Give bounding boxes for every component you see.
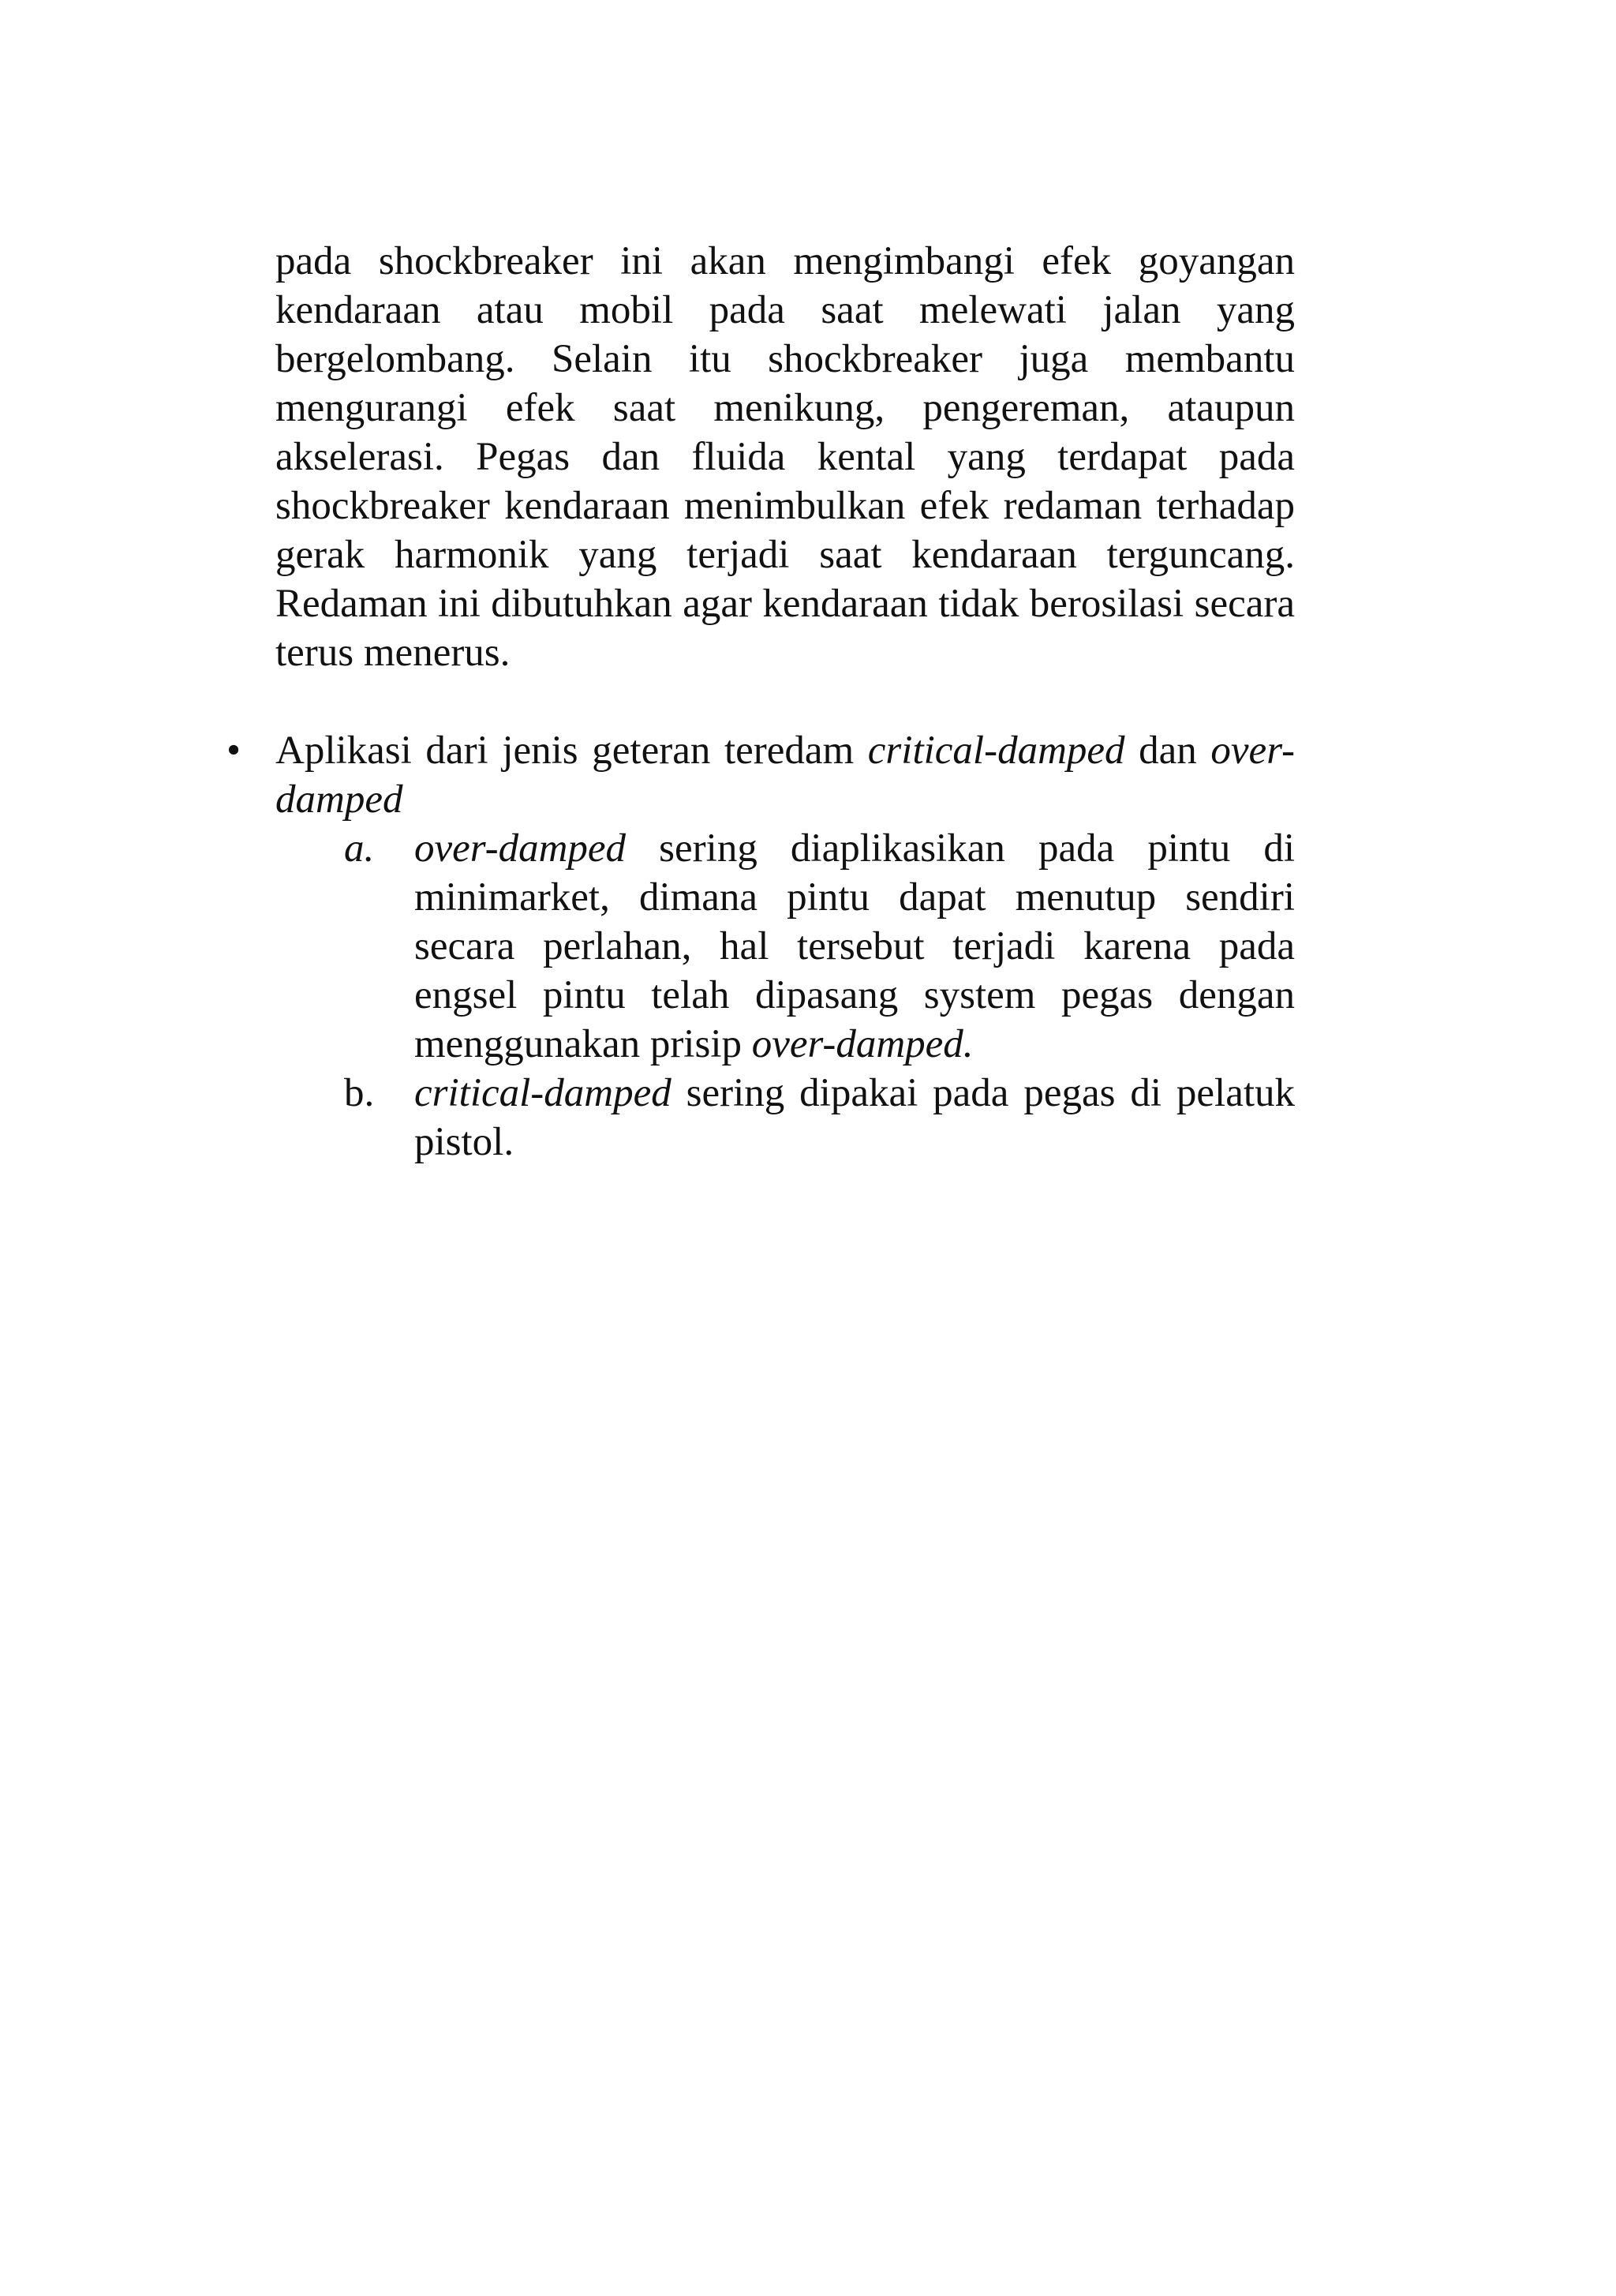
bullet-heading — [275, 726, 1295, 824]
list-a-italic-lead: over-damped — [414, 826, 627, 871]
bullet-text-before: Aplikasi dari jenis geteran teredam — [275, 729, 868, 773]
list-text-a — [414, 824, 1295, 1069]
list-b-italic-lead: critical-damped — [414, 1071, 671, 1115]
list-a-italic-tail: over-damped. — [751, 1022, 974, 1066]
body-paragraph: pada shockbreaker ini akan mengimbangi efek goyangan kendaraan atau mobil pada saat melewati jalan yang bergelombang. Selain itu shockbreaker juga membantu mengurangi efek saat menikung, pengereman, ataupun akselerasi. Pegas dan fluida kental yang terdapat pada shockbreaker kendaraan menimbulkan efek redaman terhadap gerak harmonik yang terjadi saat kendaraan terguncang. Redaman ini dibutuhkan agar kendaraan tidak berosilasi secara terus menerus. — [275, 239, 1295, 675]
bullet-text-middle: dan — [1124, 729, 1211, 773]
bullet-italic-over: over-damped — [275, 729, 1296, 822]
sub-list — [275, 824, 1295, 1167]
list-marker-a: a. — [344, 826, 375, 871]
list-marker-b: b. — [344, 1071, 375, 1115]
list-a-text: sering diaplikasikan pada pintu di minimarket, dimana pintu dapat menutup sendiri secara perlahan, hal tersebut terjadi karena pada engsel pintu telah dipasang system pegas dengan menggunakan prisip — [414, 826, 1295, 1066]
bullet-section — [226, 726, 1296, 1167]
list-text-b — [414, 1069, 1295, 1167]
bullet-italic-critical: critical-damped — [867, 729, 1125, 773]
list-item-b — [275, 1069, 1295, 1167]
list-b-text: sering dipakai pada pegas di pelatuk pistol. — [414, 1071, 1295, 1164]
bullet-icon: • — [226, 729, 241, 773]
page-content — [226, 237, 1296, 1167]
list-item-a — [275, 824, 1295, 1069]
